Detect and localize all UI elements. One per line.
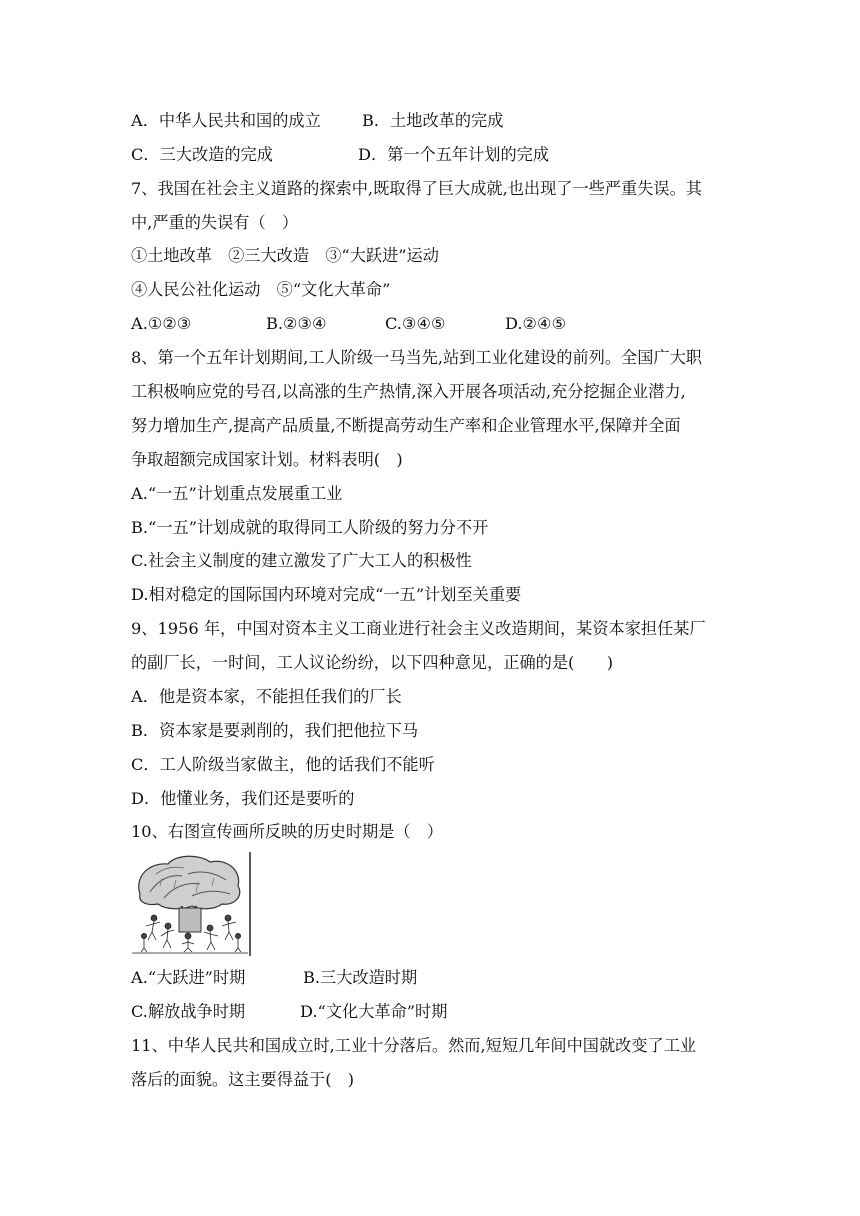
q8-option-a: A.“一五”计划重点发展重工业 <box>131 484 343 503</box>
q9-option-a: A．他是资本家，不能担任我们的厂长 <box>131 687 402 706</box>
q10-option-b: B.三大改造时期 <box>303 968 418 987</box>
q6-option-d: D．第一个五年计划的完成 <box>358 145 550 164</box>
q7-stem-line2: 中,严重的失误有（ ） <box>131 213 299 232</box>
q7-option-b: B.②③④ <box>266 314 327 333</box>
q10-stem: 10、右图宣传画所反映的历史时期是（ ） <box>131 822 443 841</box>
q7-option-a: A.①②③ <box>131 314 192 333</box>
q8-stem-line1: 8、第一个五年计划期间,工人阶级一马当先,站到工业化建设的前列。全国广大职 <box>131 348 702 367</box>
q7-option-c: C.③④⑤ <box>385 314 446 333</box>
q8-option-d: D.相对稳定的国际国内环境对完成“一五”计划至关重要 <box>131 585 522 604</box>
q9-option-c: C．工人阶级当家做主，他的话我们不能听 <box>131 755 435 774</box>
q6-option-c: C．三大改造的完成 <box>131 145 273 164</box>
q8-option-b: B.“一五”计划成就的取得同工人阶级的努力分不开 <box>131 518 489 537</box>
q6-option-a: A．中华人民共和国的成立 <box>131 111 321 130</box>
q8-stem-line3: 努力增加生产,提高产品质量,不断提高劳动生产率和企业管理水平,保障并全面 <box>131 416 681 435</box>
q9-stem-line2: 的副厂长，一时间，工人议论纷纷，以下四种意见，正确的是( ) <box>131 653 614 672</box>
q6-option-b: B．土地改革的完成 <box>362 111 504 130</box>
q7-items-line1: ①土地改革 ②三大改造 ③“大跃进”运动 <box>131 246 439 265</box>
propaganda-poster-image <box>130 852 252 956</box>
q10-option-a: A.“大跃进”时期 <box>131 968 246 987</box>
q9-stem-line1: 9、1956 年，中国对资本主义工商业进行社会主义改造期间，某资本家担任某厂 <box>131 619 706 638</box>
q7-items-line2: ④人民公社化运动 ⑤“文化大革命” <box>131 280 391 299</box>
q7-option-d: D.②④⑤ <box>505 314 567 333</box>
q8-option-c: C.社会主义制度的建立激发了广大工人的积极性 <box>131 551 472 570</box>
q10-option-c: C.解放战争时期 <box>131 1002 246 1021</box>
q11-stem-line1: 11、中华人民共和国成立时,工业十分落后。然而,短短几年间中国就改变了工业 <box>131 1036 697 1055</box>
q11-stem-line2: 落后的面貌。这主要得益于( ) <box>131 1070 355 1089</box>
q8-stem-line4: 争取超额完成国家计划。材料表明( ) <box>131 450 403 469</box>
q10-option-d: D.“文化大革命”时期 <box>300 1002 448 1021</box>
q8-stem-line2: 工积极响应党的号召,以高涨的生产热情,深入开展各项活动,充分挖掘企业潜力, <box>131 382 686 401</box>
q7-stem-line1: 7、我国在社会主义道路的探索中,既取得了巨大成就,也出现了一些严重失误。其 <box>131 179 702 198</box>
q9-option-d: D．他懂业务，我们还是要听的 <box>131 789 355 808</box>
q9-option-b: B．资本家是要剥削的，我们把他拉下马 <box>131 721 419 740</box>
